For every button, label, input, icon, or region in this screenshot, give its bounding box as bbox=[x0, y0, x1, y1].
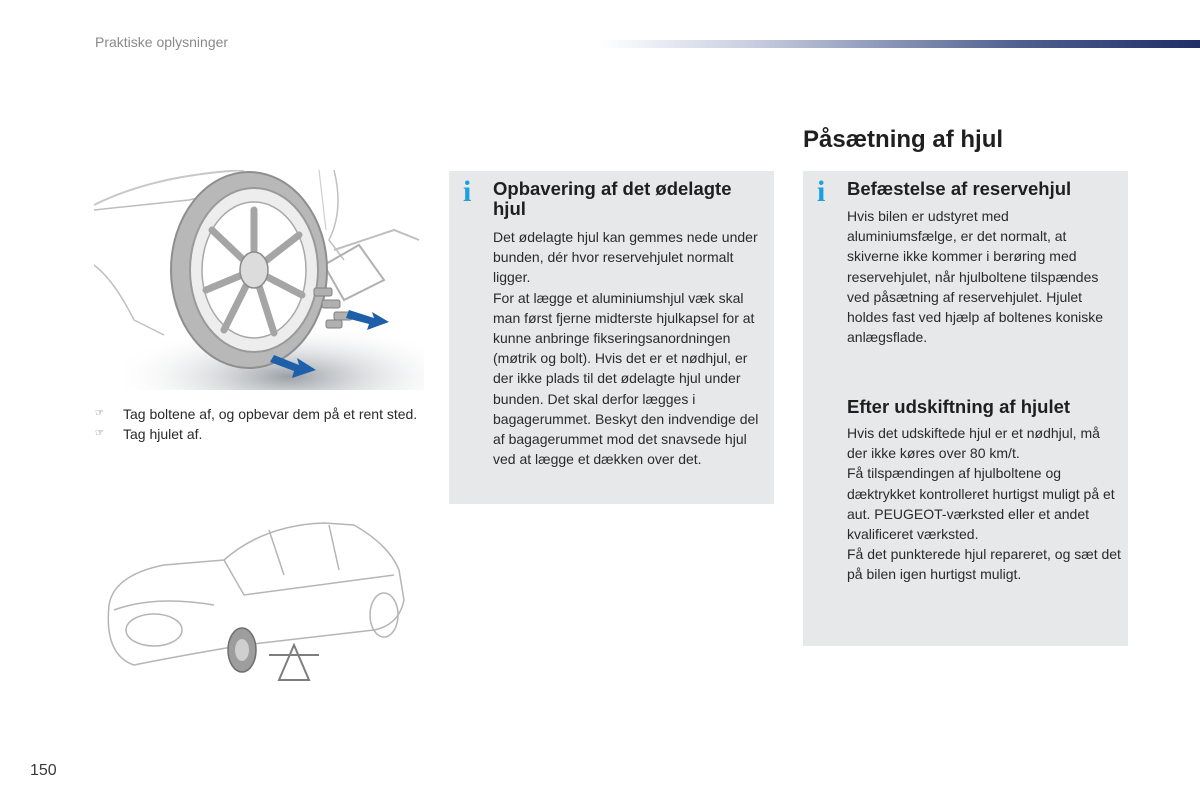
info-icon: i bbox=[817, 175, 826, 208]
info-box-storage bbox=[449, 171, 774, 504]
box-title bbox=[493, 179, 732, 219]
pointing-hand-icon: ☞ bbox=[95, 428, 104, 439]
box-paragraph: Det ødelagte hjul kan gemmes nede under bunden, dér hvor reservehjulet normalt ligger. bbox=[493, 229, 758, 286]
instruction-text: Tag boltene af, og opbevar dem på et rent sted. bbox=[123, 406, 418, 422]
box-paragraph: Få det punkterede hjul repareret, og sæt det på bilen igen hurtigst muligt. bbox=[847, 546, 1121, 583]
instruction-text: Tag hjulet af. bbox=[123, 426, 203, 442]
info-icon: i bbox=[463, 175, 472, 208]
section-title: Påsætning af hjul bbox=[803, 126, 1004, 153]
box-subtitle: Efter udskiftning af hjulet bbox=[847, 396, 1071, 417]
instruction-item bbox=[95, 424, 425, 444]
page-number: 150 bbox=[30, 762, 57, 779]
wheel-removal-illustration bbox=[94, 170, 424, 390]
box-paragraph: Få tilspændingen af hjulboltene og dæktrykket kontrolleret hurtigst muligt på et aut. PEUGEOT-værksted eller et andet kvalificeret værksted. bbox=[847, 465, 1115, 543]
box-title-line: Opbavering af det ødelagte bbox=[493, 178, 732, 199]
instruction-item bbox=[95, 404, 425, 424]
box-title: Befæstelse af reservehjul bbox=[847, 178, 1072, 199]
box-paragraph: Hvis bilen er udstyret med aluminiumsfælge, er det normalt, at skiverne ikke kommer i berøring med reservehjulet, når hjulboltene tilspændes ved påsætning af reservehjulet. Hjulet holdes fast ved hjælp af boltenes koniske anlægsflade. bbox=[847, 208, 1104, 346]
running-header: Praktiske oplysninger bbox=[95, 34, 229, 50]
car-on-jack-illustration bbox=[94, 515, 414, 685]
box-body bbox=[493, 227, 768, 469]
box-paragraph: Hvis det udskiftede hjul er et nødhjul, må der ikke køres over 80 km/t. bbox=[847, 425, 1100, 462]
info-box-fastening bbox=[803, 171, 1128, 646]
instruction-list bbox=[95, 404, 425, 444]
box-body bbox=[847, 423, 1122, 585]
box-title-line: hjul bbox=[493, 198, 526, 219]
header-gradient-bar bbox=[600, 40, 1200, 48]
box-paragraph: For at lægge et aluminiumshjul væk skal man først fjerne midterste hjulkapsel for at kunne anbringe fikseringsanordningen (møtrik og bolt). Hvis det er et nødhjul, er der ikke plads til det ødelagte hjul under bunden. Det skal derfor lægges i bagagerummet. Beskyt den indvendige del af bagagerummet mod det snavsede hjul ved at lægge et dækken over det. bbox=[493, 289, 759, 468]
box-body bbox=[847, 206, 1122, 347]
pointing-hand-icon: ☞ bbox=[95, 408, 104, 419]
